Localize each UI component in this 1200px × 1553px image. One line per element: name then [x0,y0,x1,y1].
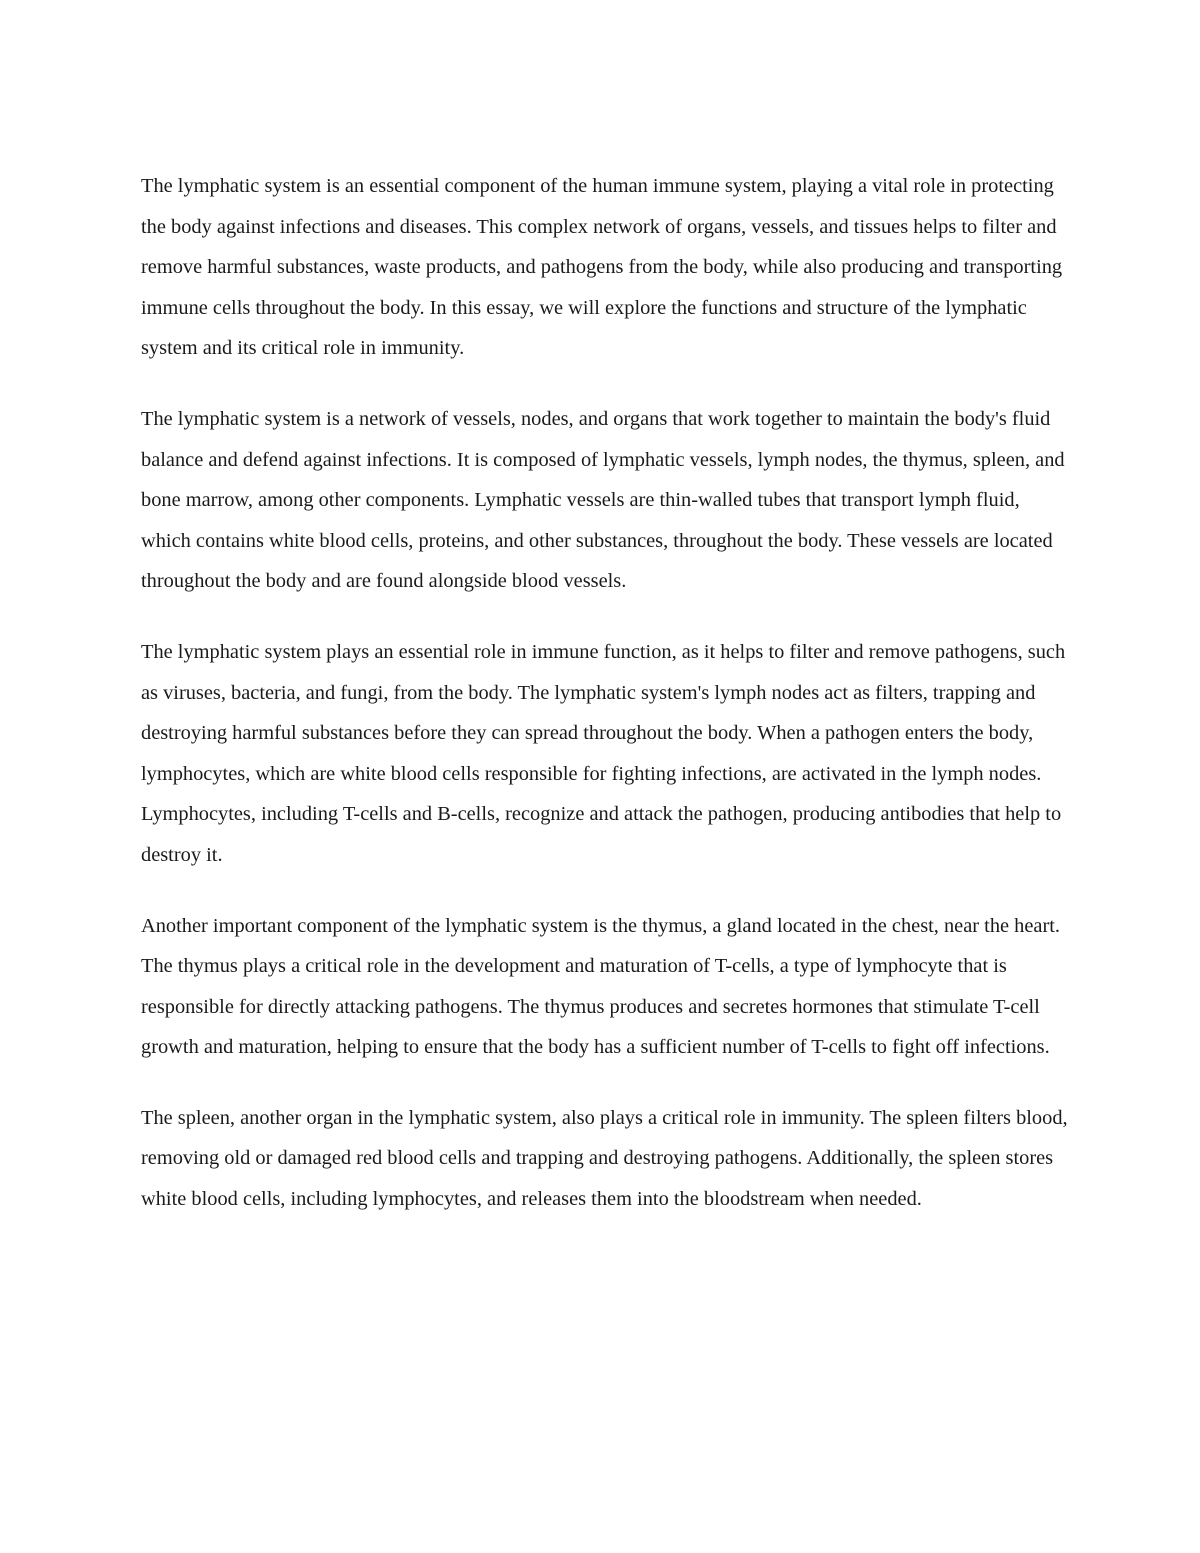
paragraph-thymus: Another important component of the lymphatic system is the thymus, a gland located in the chest, near the heart. The thymus plays a critical role in the development and maturation of T-cells, a type of lymphocyte that is responsible for directly attacking pathogens. The thymus produces and secretes hormones that stimulate T-cell growth and maturation, helping to ensure that the body has a sufficient number of T-cells to fight off infections. [141,914,1061,1059]
paragraph-structure: The lymphatic system is a network of vessels, nodes, and organs that work together to maintain the body's fluid balance and defend against infections. It is composed of lymphatic vessels, lymph nodes, the thymus, spleen, and bone marrow, among other components. Lymphatic vessels are thin-walled tubes that transport lymph fluid, which contains white blood cells, proteins, and other substances, throughout the body. These vessels are located throughout the body and are found alongside blood vessels. [141,407,1065,593]
paragraph-immune-function: The lymphatic system plays an essential role in immune function, as it helps to filter and remove pathogens, such as viruses, bacteria, and fungi, from the body. The lymphatic system's lymph nodes act as filters, trapping and destroying harmful substances before they can spread throughout the body. When a pathogen enters the body, lymphocytes, which are white blood cells responsible for fighting infections, are activated in the lymph nodes. Lymphocytes, including T-cells and B-cells, recognize and attack the pathogen, producing antibodies that help to destroy it. [141,640,1066,866]
paragraph-spleen: The spleen, another organ in the lymphatic system, also plays a critical role in immunity. The spleen filters blood, removing old or damaged red blood cells and trapping and destroying pathogens. Additionally, the spleen stores white blood cells, including lymphocytes, and releases them into the bloodstream when needed. [141,1106,1068,1211]
paragraph-intro: The lymphatic system is an essential component of the human immune system, playing a vital role in protecting the body against infections and diseases. This complex network of organs, vessels, and tissues helps to filter and remove harmful substances, waste products, and pathogens from the body, while also producing and transporting immune cells throughout the body. In this essay, we will explore the functions and structure of the lymphatic system and its critical role in immunity. [141,175,1063,360]
document-body [141,166,1071,1250]
